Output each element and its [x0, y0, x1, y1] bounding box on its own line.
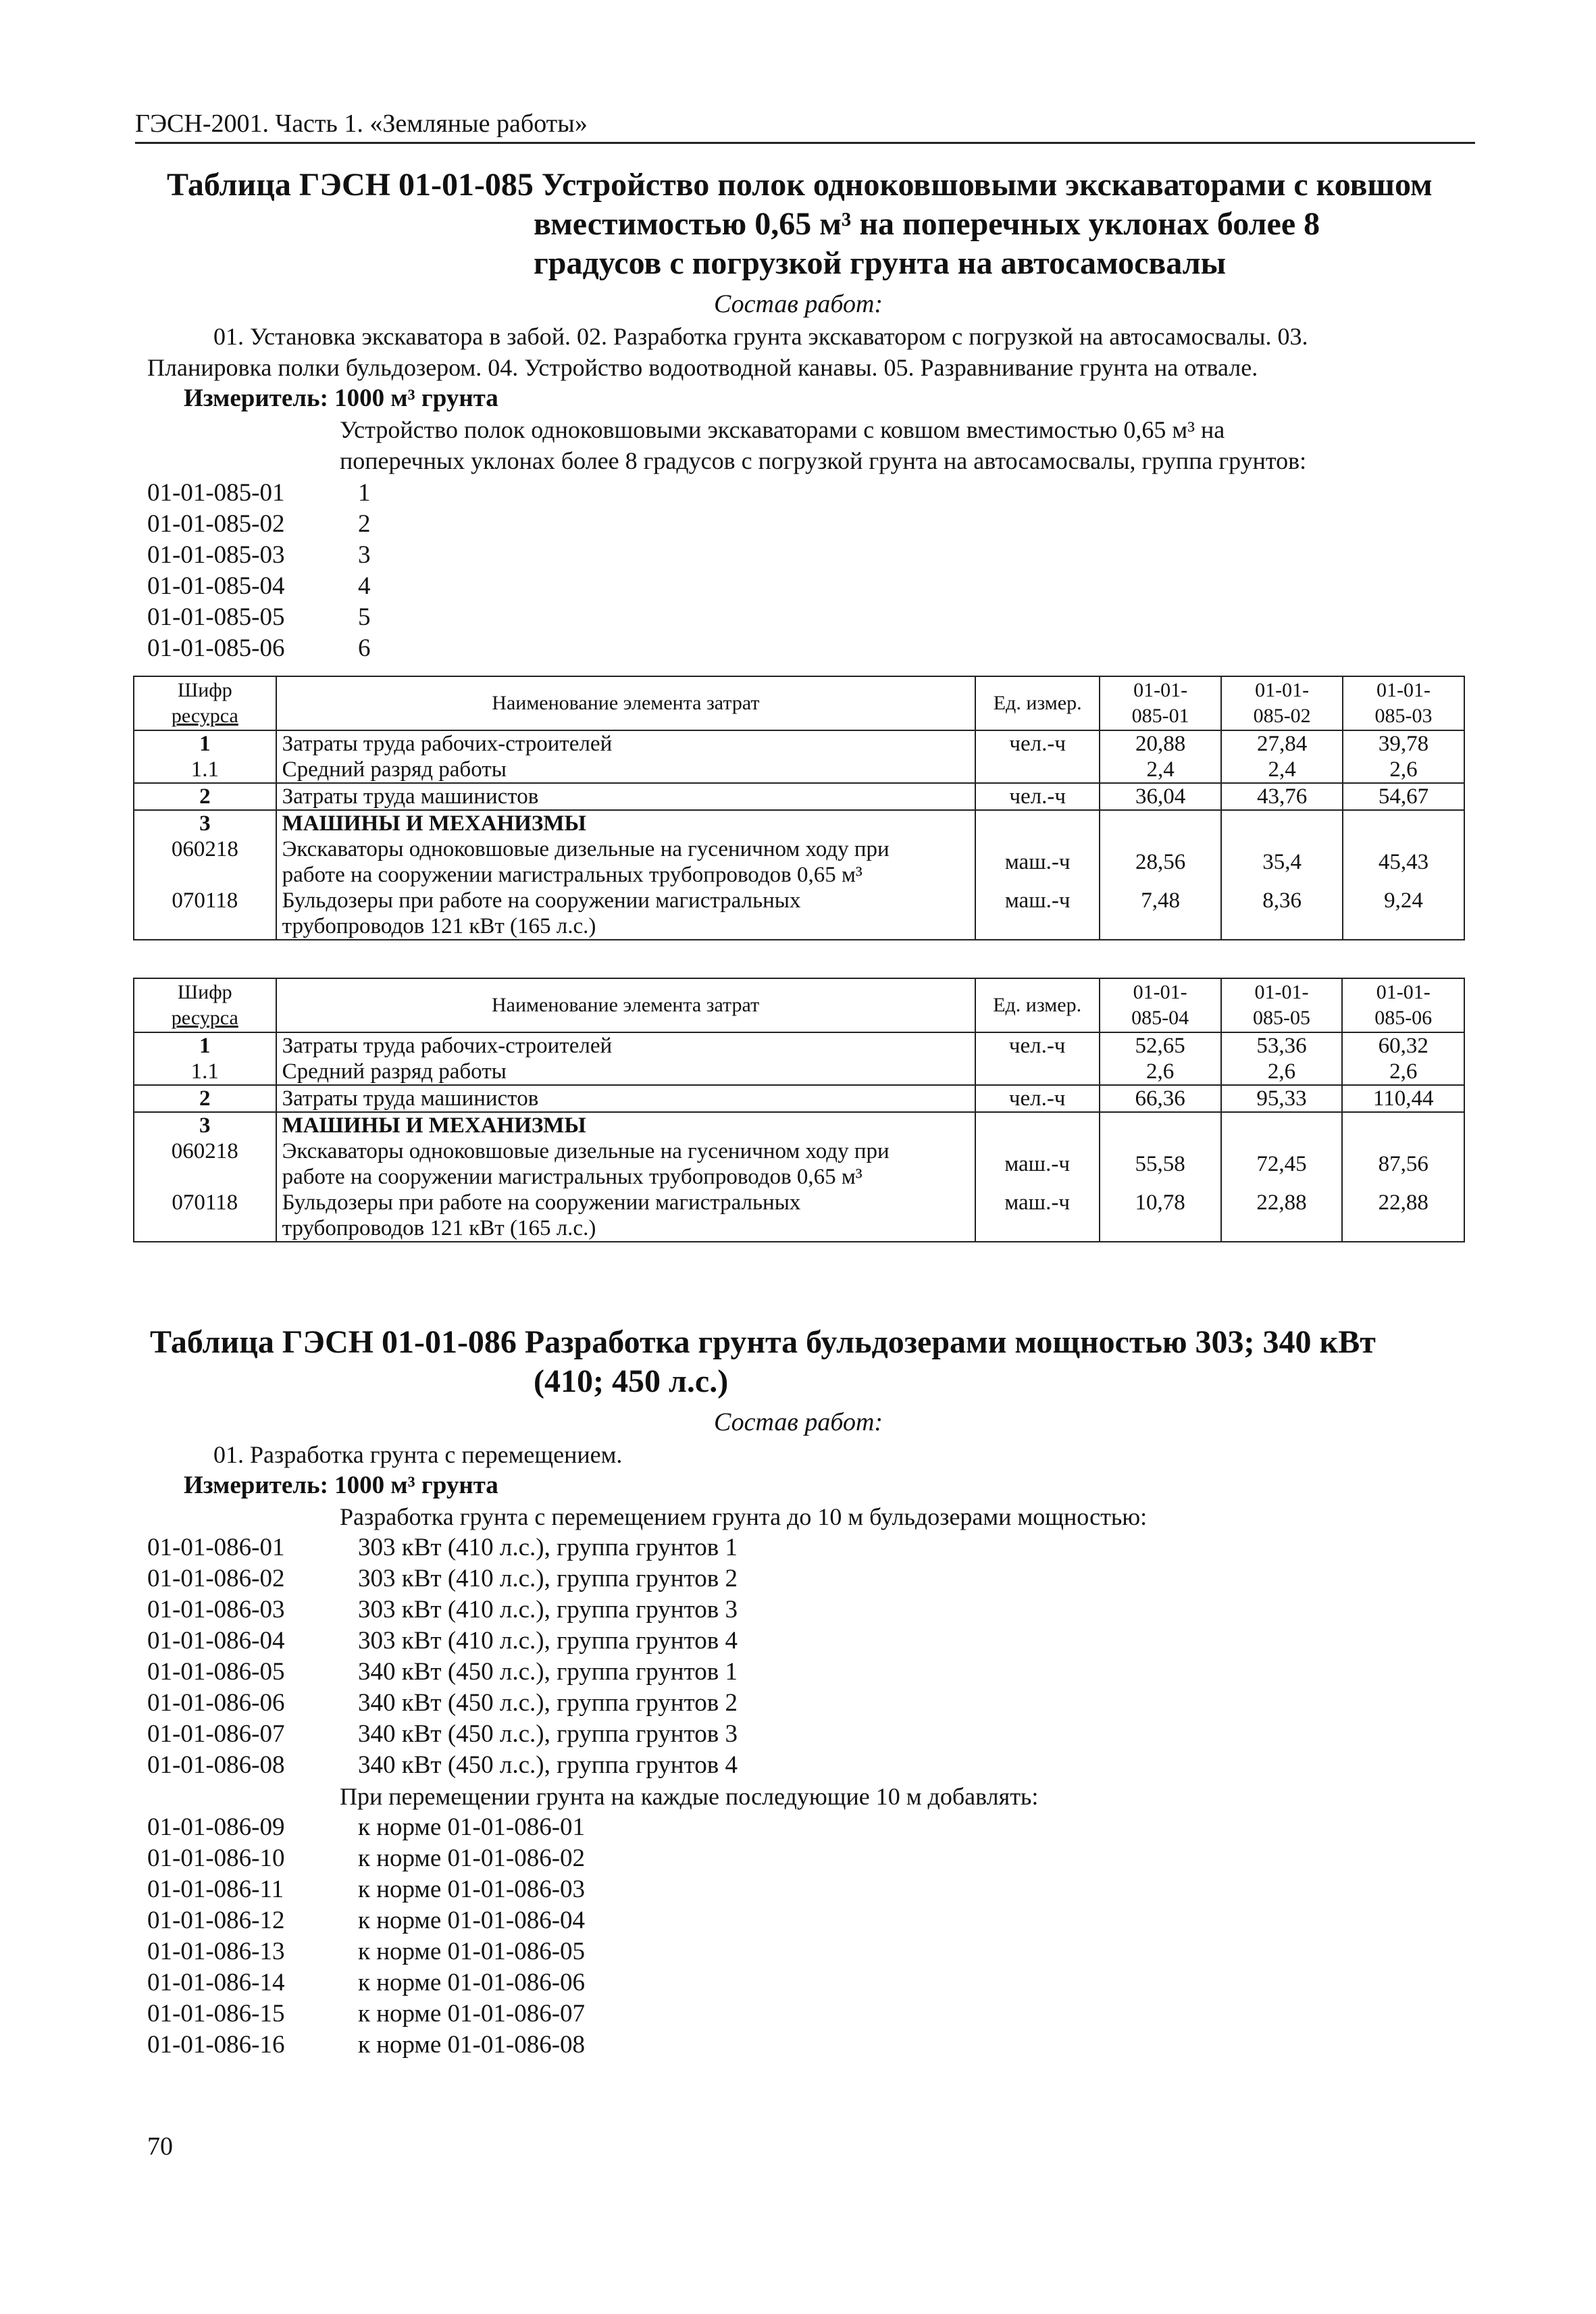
- row-value: 28,56: [1100, 836, 1221, 888]
- code-row: [147, 1532, 738, 1563]
- col-code-line-2: 085-03: [1374, 705, 1433, 727]
- header-col-3: [1343, 676, 1464, 730]
- table-086-code-list-2: [147, 1812, 585, 2061]
- header-col-4: [1100, 978, 1221, 1032]
- table-085-title-line-1: Таблица ГЭСН 01-01-085 Устройство полок одноковшовыми экскаваторами с ковшом: [167, 167, 1433, 203]
- row-name: Затраты труда машинистов: [276, 1085, 975, 1112]
- row-value: 2,6: [1221, 1059, 1343, 1085]
- col-code-line-2: 085-05: [1252, 1007, 1310, 1029]
- code: 01-01-086-14: [147, 1969, 285, 1996]
- table-085-composition-label: Состав работ:: [714, 290, 883, 318]
- running-header: ГЭСН-2001. Часть 1. «Земляные работы»: [135, 108, 1475, 144]
- row-value: 110,44: [1342, 1085, 1464, 1112]
- table-row: [134, 757, 1464, 783]
- table-row: [134, 1085, 1464, 1112]
- row-code: 2: [134, 1085, 276, 1112]
- resource-table-085-04-06: [133, 978, 1465, 1242]
- header-unit-cell: Ед. измер.: [975, 978, 1100, 1032]
- table-row: [134, 836, 1464, 888]
- code-desc: 303 кВт (410 л.с.), группа грунтов 4: [358, 1627, 738, 1655]
- row-value: 39,78: [1343, 730, 1464, 757]
- code-row: [147, 1998, 585, 2030]
- col-code-line-1: 01-01-: [1133, 679, 1188, 701]
- code-desc: 340 кВт (450 л.с.), группа грунтов 2: [358, 1689, 738, 1717]
- code: 01-01-086-01: [147, 1534, 285, 1561]
- table-row: [134, 1138, 1464, 1190]
- row-value: [1100, 1112, 1221, 1138]
- row-unit: чел.-ч: [975, 730, 1100, 757]
- table-086-intro-1: Разработка грунта с перемещением грунта до 10 м бульдозерами мощностью:: [340, 1503, 1148, 1530]
- row-value: 45,43: [1343, 836, 1464, 888]
- code-row: [147, 1719, 738, 1750]
- table-086-title-line-2: (410; 450 л.с.): [534, 1363, 729, 1399]
- row-value: [1343, 810, 1464, 836]
- row-code: 070118: [134, 1190, 276, 1242]
- row-value: 7,48: [1100, 888, 1221, 940]
- row-value: 10,78: [1100, 1190, 1221, 1242]
- row-unit: маш.-ч: [975, 1190, 1100, 1242]
- code: 01-01-086-03: [147, 1596, 285, 1624]
- table-086-composition-line-1: 01. Разработка грунта с перемещением.: [213, 1441, 623, 1468]
- code: 01-01-086-13: [147, 1938, 285, 1965]
- code: 01-01-086-06: [147, 1689, 285, 1717]
- table-row: [134, 783, 1464, 810]
- row-code: 3: [134, 810, 276, 836]
- row-unit: [975, 757, 1100, 783]
- table-row: [134, 1059, 1464, 1085]
- code: 01-01-085-04: [147, 572, 285, 600]
- row-name-line-2: работе на сооружении магистральных трубопроводов 0,65 м³: [282, 1165, 863, 1189]
- row-value: [1221, 1112, 1343, 1138]
- table-085-title-line-2: вместимостью 0,65 м³ на поперечных уклонах более 8: [534, 206, 1320, 242]
- col-code-line-2: 085-04: [1131, 1007, 1189, 1029]
- row-value: 2,6: [1342, 1059, 1464, 1085]
- code-row: [147, 1563, 738, 1594]
- col-code-line-2: 085-06: [1374, 1007, 1433, 1029]
- row-code: 060218: [134, 836, 276, 888]
- row-name: Средний разряд работы: [276, 757, 975, 783]
- header-code-line-1: Шифр: [177, 981, 232, 1003]
- row-value: 2,4: [1100, 757, 1221, 783]
- header-code-cell: [134, 978, 276, 1032]
- row-value: 22,88: [1221, 1190, 1343, 1242]
- row-code: 2: [134, 783, 276, 810]
- code-row: [147, 1750, 738, 1781]
- code-row: [147, 2030, 585, 2061]
- table-085-code-list: [147, 478, 371, 664]
- row-unit: маш.-ч: [975, 1138, 1100, 1190]
- row-name: [276, 1138, 975, 1190]
- resource-table-085-01-03: [133, 676, 1465, 940]
- row-value: 53,36: [1221, 1032, 1343, 1059]
- row-unit: чел.-ч: [975, 1032, 1100, 1059]
- table-086-title-line-1: Таблица ГЭСН 01-01-086 Разработка грунта бульдозерами мощностью 303; 340 кВт: [150, 1324, 1376, 1360]
- table-row: [134, 810, 1464, 836]
- row-value: 20,88: [1100, 730, 1221, 757]
- row-unit: маш.-ч: [975, 836, 1100, 888]
- code-desc: 340 кВт (450 л.с.), группа грунтов 4: [358, 1751, 738, 1779]
- row-value: [1342, 1112, 1464, 1138]
- code: 01-01-085-02: [147, 510, 285, 538]
- code-row: [147, 633, 371, 664]
- code-desc: 3: [358, 541, 371, 569]
- code-row: [147, 1843, 585, 1874]
- code-row: [147, 1874, 585, 1905]
- row-value: 8,36: [1221, 888, 1343, 940]
- header-code-cell: [134, 676, 276, 730]
- table-085-title-line-3: градусов с погрузкой грунта на автосамосвалы: [534, 245, 1227, 281]
- header-col-2: [1221, 676, 1343, 730]
- code-desc: к норме 01-01-086-08: [358, 2031, 586, 2059]
- code-desc: 303 кВт (410 л.с.), группа грунтов 1: [358, 1534, 738, 1561]
- code: 01-01-086-12: [147, 1907, 285, 1934]
- row-value: 66,36: [1100, 1085, 1221, 1112]
- row-value: 95,33: [1221, 1085, 1343, 1112]
- table-row: [134, 888, 1464, 940]
- col-code-line-1: 01-01-: [1254, 981, 1309, 1003]
- col-code-line-1: 01-01-: [1133, 981, 1187, 1003]
- row-value: 72,45: [1221, 1138, 1343, 1190]
- code-row: [147, 540, 371, 571]
- col-code-line-1: 01-01-: [1376, 981, 1431, 1003]
- row-value: 87,56: [1342, 1138, 1464, 1190]
- row-name: [276, 1190, 975, 1242]
- row-name-line-1: Экскаваторы одноковшовые дизельные на гусеничном ходу при: [282, 1139, 890, 1163]
- col-code-line-1: 01-01-: [1255, 679, 1310, 701]
- code: 01-01-085-06: [147, 634, 285, 662]
- row-value: [1221, 810, 1343, 836]
- code-desc: 340 кВт (450 л.с.), группа грунтов 1: [358, 1658, 738, 1686]
- code-desc: 303 кВт (410 л.с.), группа грунтов 3: [358, 1596, 738, 1624]
- table-row: [134, 1112, 1464, 1138]
- row-name-line-2: трубопроводов 121 кВт (165 л.с.): [282, 1216, 596, 1240]
- row-code: 1: [134, 1032, 276, 1059]
- table-086-composition-label: Состав работ:: [714, 1408, 883, 1436]
- code-desc: 6: [358, 634, 371, 662]
- row-name-line-1: Экскаваторы одноковшовые дизельные на гусеничном ходу при: [282, 837, 890, 861]
- row-value: 2,4: [1221, 757, 1343, 783]
- header-code-line-2: ресурса: [171, 705, 238, 727]
- row-value: 36,04: [1100, 783, 1221, 810]
- row-value: 60,32: [1342, 1032, 1464, 1059]
- row-value: 52,65: [1100, 1032, 1221, 1059]
- header-name-cell: Наименование элемента затрат: [276, 676, 975, 730]
- code-desc: к норме 01-01-086-06: [358, 1969, 586, 1996]
- row-code: 1.1: [134, 1059, 276, 1085]
- code-desc: к норме 01-01-086-03: [358, 1876, 586, 1903]
- code: 01-01-086-16: [147, 2031, 285, 2059]
- code: 01-01-086-08: [147, 1751, 285, 1779]
- col-code-line-2: 085-01: [1131, 705, 1189, 727]
- row-value: 55,58: [1100, 1138, 1221, 1190]
- table-header-row: [134, 978, 1464, 1032]
- code: 01-01-086-02: [147, 1565, 285, 1592]
- row-value: 35,4: [1221, 836, 1343, 888]
- row-value: 9,24: [1343, 888, 1464, 940]
- row-name: Затраты труда машинистов: [276, 783, 975, 810]
- header-col-5: [1221, 978, 1343, 1032]
- code-desc: к норме 01-01-086-05: [358, 1938, 586, 1965]
- row-name: Затраты труда рабочих-строителей: [276, 730, 975, 757]
- code-desc: 340 кВт (450 л.с.), группа грунтов 3: [358, 1720, 738, 1748]
- table-row: [134, 1032, 1464, 1059]
- code-row: [147, 571, 371, 602]
- row-name-line-2: трубопроводов 121 кВт (165 л.с.): [282, 914, 596, 938]
- code-row: [147, 1594, 738, 1626]
- col-code-line-2: 085-02: [1253, 705, 1311, 727]
- code-row: [147, 1967, 585, 1998]
- row-code: 3: [134, 1112, 276, 1138]
- table-086-intro-2: При перемещении грунта на каждые последующие 10 м добавлять:: [340, 1783, 1039, 1810]
- code-desc: 4: [358, 572, 371, 600]
- code-row: [147, 1936, 585, 1967]
- row-value: 2,6: [1343, 757, 1464, 783]
- table-085-composition-line-1: 01. Установка экскаватора в забой. 02. Разработка грунта экскаватором с погрузкой на автосамосвалы. 03.: [213, 323, 1308, 350]
- code-row: [147, 1657, 738, 1688]
- table-085-composition-line-2: Планировка полки бульдозером. 04. Устройство водоотводной канавы. 05. Разравнивание грунта на отвале.: [147, 354, 1258, 381]
- code: 01-01-086-09: [147, 1813, 285, 1841]
- row-unit: чел.-ч: [975, 783, 1100, 810]
- row-name-line-1: Бульдозеры при работе на сооружении магистральных: [282, 888, 801, 913]
- code-row: [147, 478, 371, 509]
- row-unit: [975, 1112, 1100, 1138]
- table-row: [134, 730, 1464, 757]
- table-header-row: [134, 676, 1464, 730]
- row-unit: чел.-ч: [975, 1085, 1100, 1112]
- code: 01-01-085-01: [147, 479, 285, 507]
- code-row: [147, 1812, 585, 1843]
- row-code: 060218: [134, 1138, 276, 1190]
- table-row: [134, 1190, 1464, 1242]
- row-name: Затраты труда рабочих-строителей: [276, 1032, 975, 1059]
- row-name: [276, 888, 975, 940]
- row-value: 54,67: [1343, 783, 1464, 810]
- row-name: Средний разряд работы: [276, 1059, 975, 1085]
- code-desc: к норме 01-01-086-07: [358, 2000, 586, 2028]
- row-unit: [975, 810, 1100, 836]
- header-unit-cell: Ед. измер.: [975, 676, 1100, 730]
- row-name: МАШИНЫ И МЕХАНИЗМЫ: [276, 810, 975, 836]
- table-085-measure: Измеритель: 1000 м³ грунта: [184, 384, 498, 412]
- row-name: МАШИНЫ И МЕХАНИЗМЫ: [276, 1112, 975, 1138]
- code: 01-01-086-07: [147, 1720, 285, 1748]
- code-row: [147, 1626, 738, 1657]
- code-row: [147, 509, 371, 540]
- code: 01-01-086-15: [147, 2000, 285, 2028]
- header-name-cell: Наименование элемента затрат: [276, 978, 975, 1032]
- col-code-line-1: 01-01-: [1376, 679, 1431, 701]
- code-row: [147, 1688, 738, 1719]
- row-value: 22,88: [1342, 1190, 1464, 1242]
- code: 01-01-086-04: [147, 1627, 285, 1655]
- table-086-code-list-1: [147, 1532, 738, 1781]
- table-085-intro-line-2: поперечных уклонах более 8 градусов с погрузкой грунта на автосамосвалы, группа грунтов:: [340, 447, 1307, 474]
- row-unit: [975, 1059, 1100, 1085]
- code-desc: 1: [358, 479, 371, 507]
- code-desc: 2: [358, 510, 371, 538]
- row-value: 2,6: [1100, 1059, 1221, 1085]
- code-desc: к норме 01-01-086-01: [358, 1813, 586, 1841]
- row-code: 1.1: [134, 757, 276, 783]
- page-number: 70: [147, 2132, 173, 2161]
- table-085-intro-line-1: Устройство полок одноковшовыми экскаваторами с ковшом вместимостью 0,65 м³ на: [340, 416, 1225, 443]
- row-code: 1: [134, 730, 276, 757]
- code: 01-01-086-10: [147, 1844, 285, 1872]
- code-row: [147, 1905, 585, 1936]
- code: 01-01-085-03: [147, 541, 285, 569]
- row-value: 43,76: [1221, 783, 1343, 810]
- row-code: 070118: [134, 888, 276, 940]
- code-desc: к норме 01-01-086-02: [358, 1844, 586, 1872]
- code: 01-01-086-05: [147, 1658, 285, 1686]
- row-unit: маш.-ч: [975, 888, 1100, 940]
- table-086-measure: Измеритель: 1000 м³ грунта: [184, 1472, 498, 1499]
- header-code-line-1: Шифр: [177, 679, 232, 701]
- row-value: 27,84: [1221, 730, 1343, 757]
- row-name-line-1: Бульдозеры при работе на сооружении магистральных: [282, 1190, 801, 1215]
- header-code-line-2: ресурса: [171, 1007, 238, 1029]
- code-desc: 5: [358, 603, 371, 631]
- code: 01-01-086-11: [147, 1876, 284, 1903]
- row-value: [1100, 810, 1221, 836]
- header-col-6: [1342, 978, 1464, 1032]
- code-desc: 303 кВт (410 л.с.), группа грунтов 2: [358, 1565, 738, 1592]
- header-col-1: [1100, 676, 1221, 730]
- row-name-line-2: работе на сооружении магистральных трубопроводов 0,65 м³: [282, 863, 863, 887]
- code-row: [147, 602, 371, 633]
- row-name: [276, 836, 975, 888]
- code: 01-01-085-05: [147, 603, 285, 631]
- code-desc: к норме 01-01-086-04: [358, 1907, 586, 1934]
